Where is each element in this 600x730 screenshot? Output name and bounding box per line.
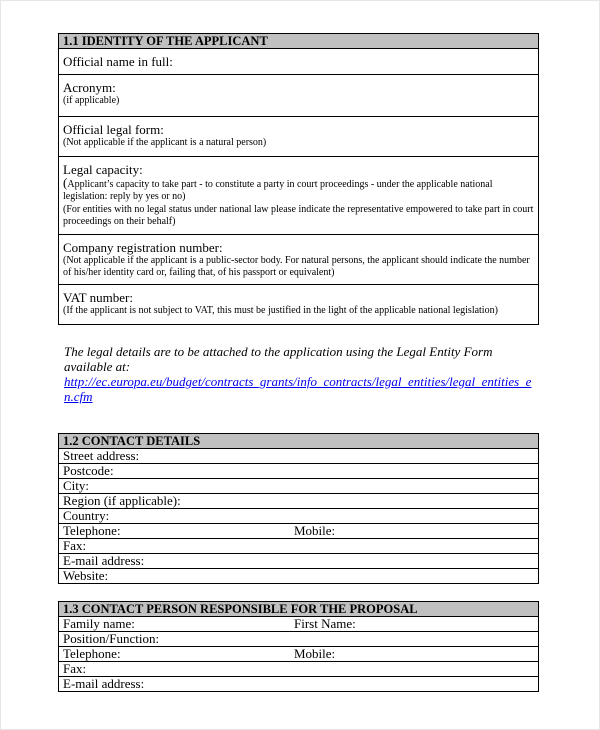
field-website[interactable]: [59, 569, 539, 584]
field-label: Country:: [59, 509, 539, 524]
field-label: Company registration number:: [63, 240, 223, 255]
field-note: Applicant’s capacity to take part - to constitute a party in court proceedings - under the applicable national legislation: reply by yes or no): [63, 179, 493, 203]
field-official-name[interactable]: [59, 49, 539, 75]
section-title-identity: 1.1 IDENTITY OF THE APPLICANT: [59, 34, 539, 49]
mobile-label: Mobile:: [294, 646, 336, 661]
field-fax[interactable]: [59, 539, 539, 554]
field-label: Postcode:: [59, 464, 539, 479]
contact-details-table: [58, 433, 539, 584]
field-label: E-mail address:: [59, 554, 539, 569]
field-email[interactable]: [59, 554, 539, 569]
note-paren: (: [63, 175, 68, 190]
field-telephone-mobile[interactable]: [59, 647, 539, 662]
field-label: Official name in full:: [63, 54, 173, 69]
field-label: VAT number:: [63, 290, 133, 305]
field-label: Fax:: [59, 662, 539, 677]
field-legal-capacity[interactable]: [59, 157, 539, 235]
section-title-contact-person: 1.3 CONTACT PERSON RESPONSIBLE FOR THE PROPOSAL: [59, 602, 539, 617]
field-country[interactable]: [59, 509, 539, 524]
field-label: City:: [59, 479, 539, 494]
field-registration-number[interactable]: [59, 235, 539, 285]
field-label: Position/Function:: [59, 632, 539, 647]
field-note: (Not applicable if the applicant is a natural person): [63, 137, 267, 148]
family-name-label: Family name:: [63, 616, 135, 631]
field-label: Fax:: [59, 539, 539, 554]
telephone-label: Telephone:: [63, 646, 121, 661]
legal-entity-link[interactable]: http://ec.europa.eu/budget/contracts_grants/info_contracts/legal_entities/legal_entities_en.cfm: [64, 374, 532, 404]
field-note: (if applicable): [63, 95, 120, 106]
field-city[interactable]: [59, 479, 539, 494]
first-name-label: First Name:: [294, 616, 356, 631]
field-email[interactable]: [59, 677, 539, 692]
field-note: (Not applicable if the applicant is a public-sector body. For natural persons, the applicant should indicate the number of his/her identity card or, failing that, of his passport or equivalent): [63, 255, 530, 279]
field-family-first-name[interactable]: [59, 617, 539, 632]
mobile-label: Mobile:: [294, 523, 336, 538]
field-street[interactable]: [59, 449, 539, 464]
field-acronym[interactable]: [59, 75, 539, 117]
field-fax[interactable]: [59, 662, 539, 677]
section-title-contact: 1.2 CONTACT DETAILS: [59, 434, 539, 449]
field-label: E-mail address:: [59, 677, 539, 692]
field-telephone-mobile[interactable]: [59, 524, 539, 539]
field-note-2: (For entities with no legal status under national law please indicate the representative empowered to take part in court proceedings on their behalf): [63, 203, 534, 227]
field-region[interactable]: [59, 494, 539, 509]
field-vat-number[interactable]: [59, 285, 539, 325]
field-note: (If the applicant is not subject to VAT, this must be justified in the light of the applicable national legislation): [63, 305, 498, 316]
contact-person-table: [58, 601, 539, 692]
field-legal-form[interactable]: [59, 117, 539, 157]
field-label: Acronym:: [63, 80, 116, 95]
telephone-label: Telephone:: [63, 523, 121, 538]
legal-note-text: The legal details are to be attached to the application using the Legal Entity Form available at:: [64, 344, 493, 374]
field-position[interactable]: [59, 632, 539, 647]
field-label: Website:: [59, 569, 539, 584]
field-label: Legal capacity:: [63, 162, 143, 177]
field-label: Official legal form:: [63, 122, 164, 137]
field-label: Region (if applicable):: [59, 494, 539, 509]
identity-table: [58, 33, 539, 325]
field-postcode[interactable]: [59, 464, 539, 479]
legal-entity-note: [64, 344, 539, 404]
field-label: Street address:: [59, 449, 539, 464]
